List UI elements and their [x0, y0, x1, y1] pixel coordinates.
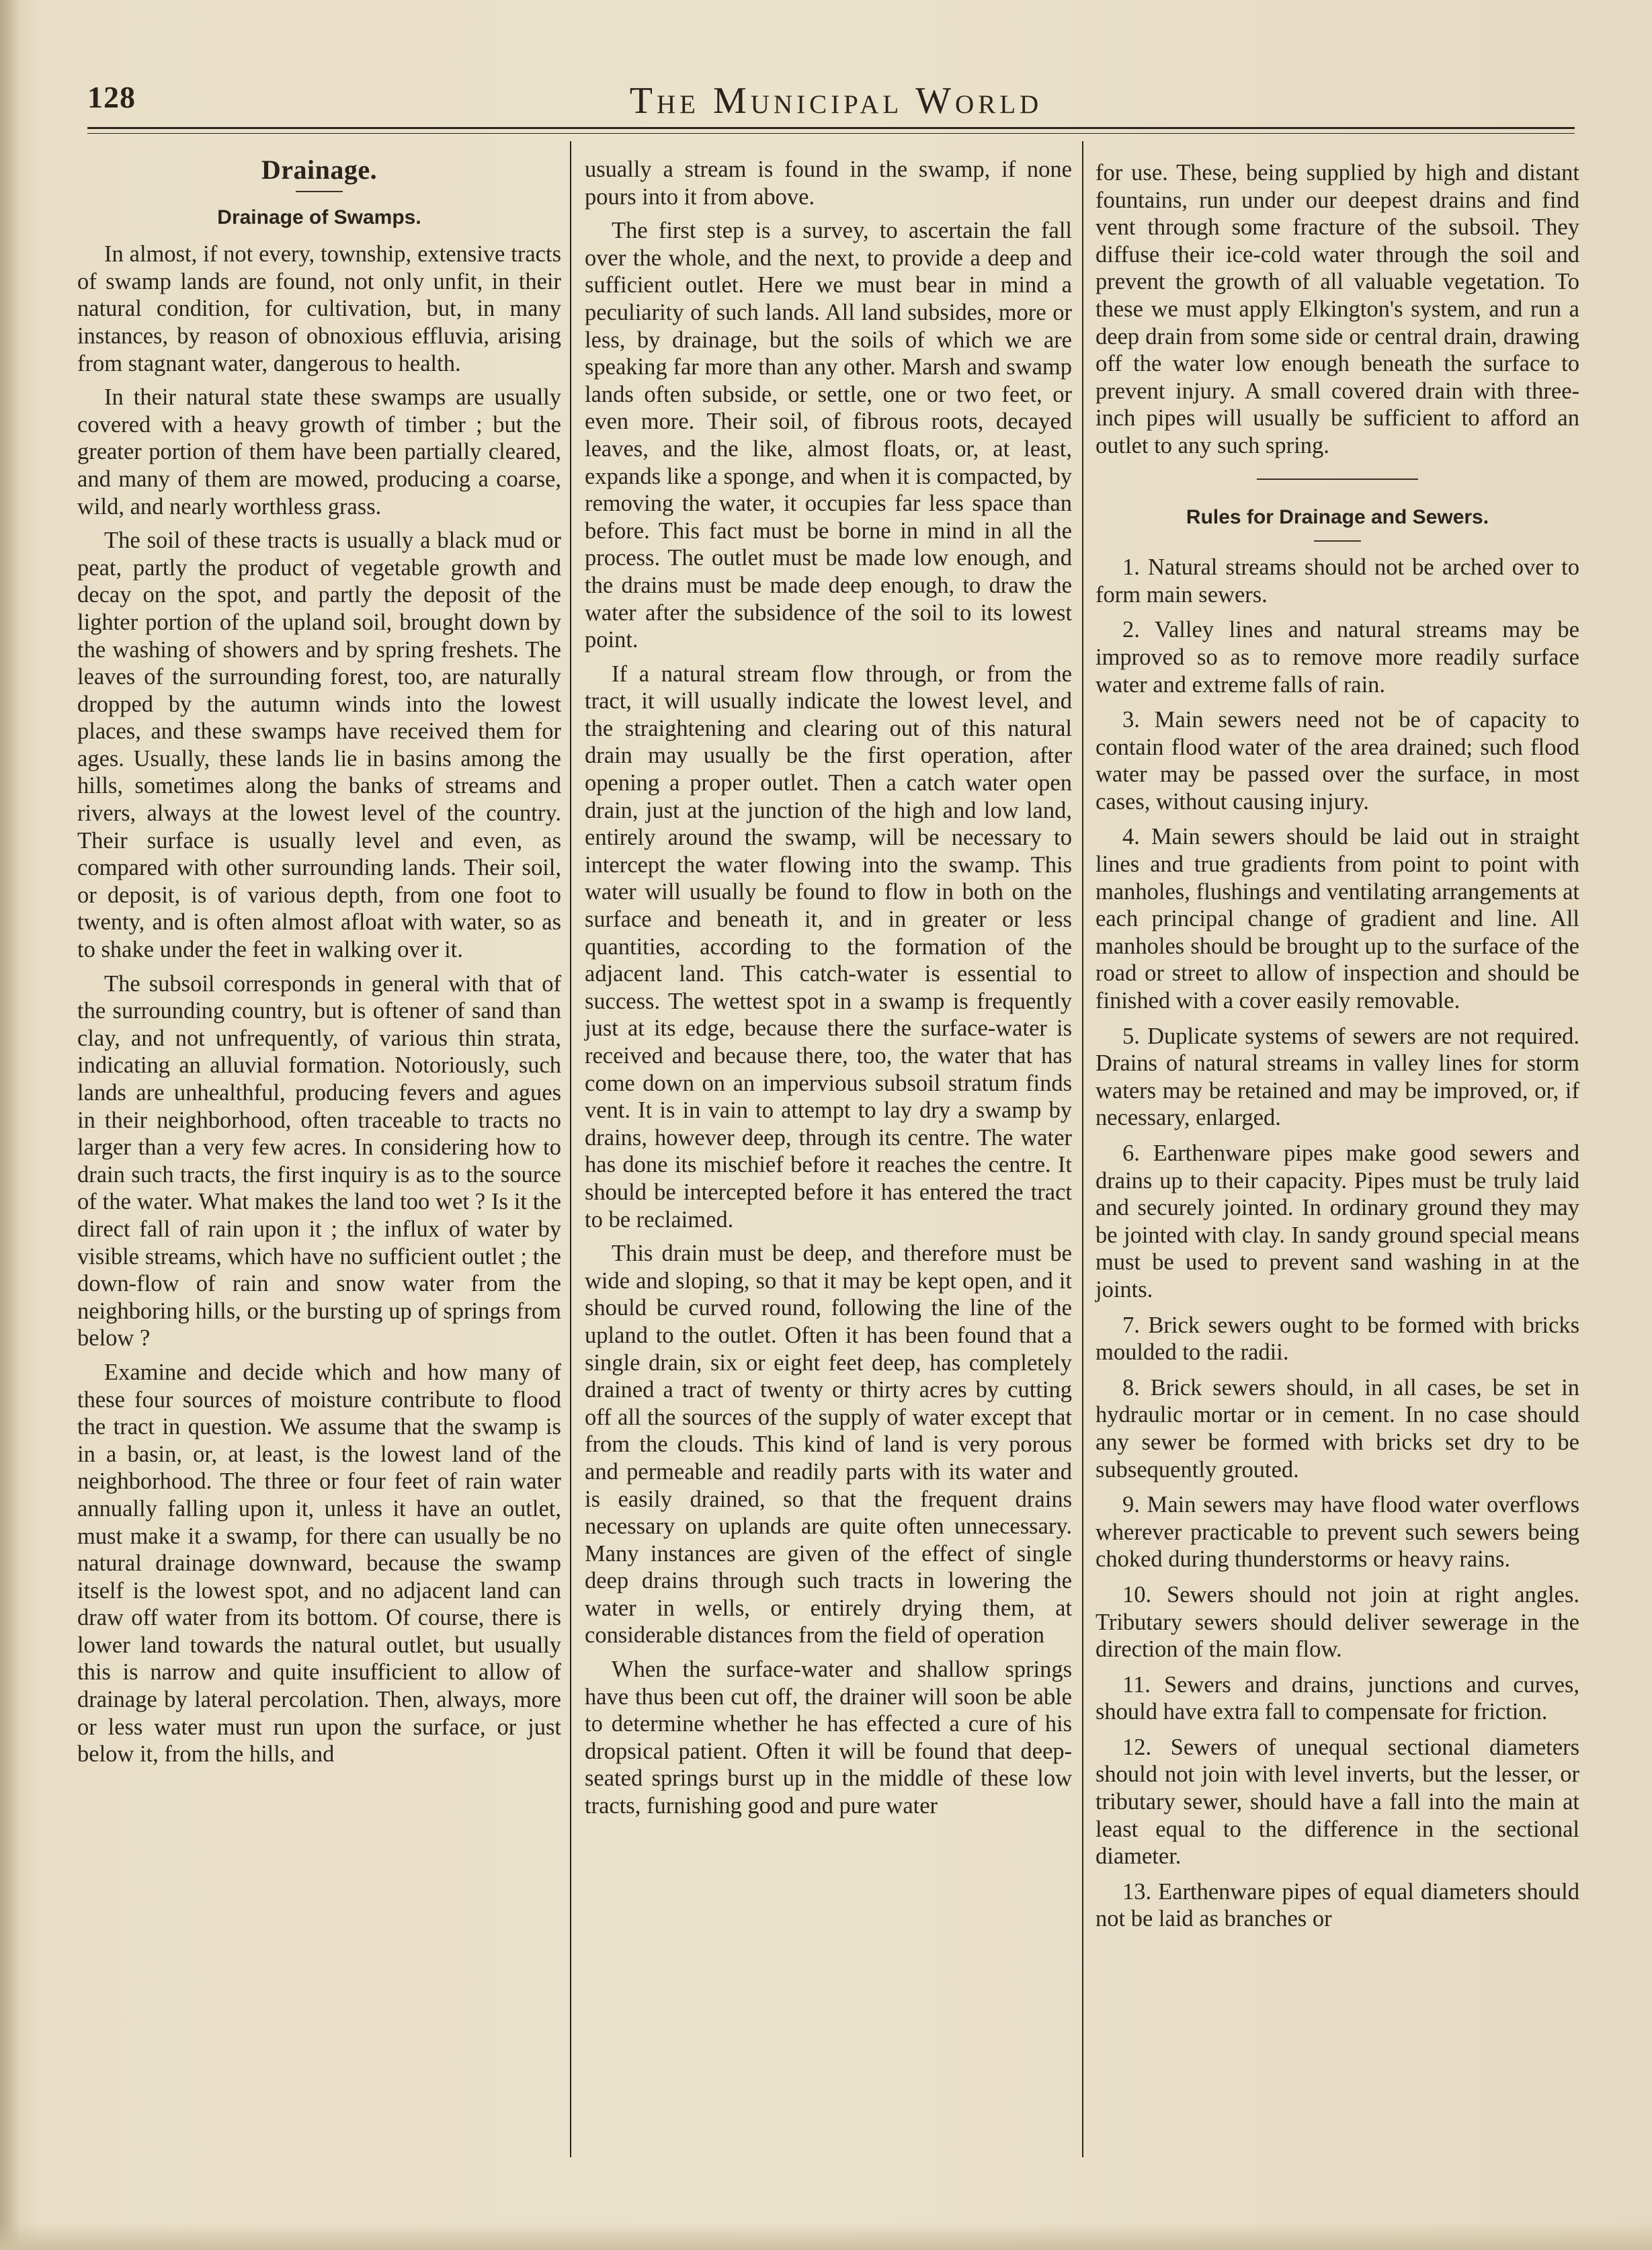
- rule-item: 3. Main sewers need not be of capacity to contain flood water of the area drained; such flood water may be passed over the surface, in most cases, without causing injury.: [1096, 707, 1579, 815]
- rules-title: Rules for Drainage and Sewers.: [1186, 505, 1489, 528]
- paragraph: usually a stream is found in the swamp, if none pours into it from above.: [585, 157, 1072, 210]
- paragraph: Examine and decide which and how many of these four sources of moisture contribute to flood the tract in question. We assume that the swamp is in a basin, or, at least, is the lowest land of the neighborhood. The three or four feet of rain water annually falling upon it, unless it have an outlet, must make it a swamp, for there can usually be no natural drainage downward, because the swamp itself is the lowest spot, and no adjacent land can draw off water from its bottom. Of course, there is lower land towards the natural outlet, but usually this is narrow and quite insufficient to allow of drainage by lateral percolation. Then, always, more or less water must run upon the surface, or just below it, from the hills, and: [77, 1359, 561, 1767]
- rule-item: 7. Brick sewers ought to be formed with bricks moulded to the radii.: [1096, 1312, 1579, 1366]
- rule-item: 6. Earthenware pipes make good sewers and drains up to their capacity. Pipes must be truly laid and securely jointed. In ordinary ground they may be jointed with clay. In sandy ground special means must be used to prevent sand washing in at the joints.: [1096, 1140, 1579, 1302]
- page-edge-shadow: [0, 2223, 1652, 2250]
- header-rule: [87, 127, 1575, 129]
- rule-item: 1. Natural streams should not be arched over to form main sewers.: [1096, 554, 1579, 608]
- page-header: [87, 67, 1585, 128]
- paragraph: The soil of these tracts is usually a black mud or peat, partly the product of vegetable growth and decay on the spot, and partly the deposit of the lighter portion of the upland soil, brought down by the washing of showers and by spring freshets. The leaves of the surrounding forest, too, are naturally dropped by the autumn winds into the lowest places, and these swamps have received them for ages. Usually, these lands lie in basins among the hills, sometimes along the banks of streams and rivers, always at the lowest level of the country. Their surface is usually level and even, as compared with other surrounding lands. Their soil, or deposit, is of various depth, from one foot to twenty, and is often almost afloat with water, so as to shake under the feet in walking over it.: [77, 528, 561, 963]
- column-divider: [570, 141, 571, 2157]
- rule-item: 4. Main sewers should be laid out in straight lines and true gradients from point to point with manholes, flushings and ventilating arrangements at each principal change of gradient and line. All manholes should be brought up to the surface of the road or street to allow of inspection and should be finished with a cover easily removable.: [1096, 824, 1579, 1014]
- header-rule-thin: [87, 133, 1575, 134]
- rule-item: 5. Duplicate systems of sewers are not required. Drains of natural streams in valley lines for storm waters may be retained and may be improved, or, if necessary, enlarged.: [1096, 1023, 1579, 1131]
- rule-item: 9. Main sewers may have flood water overflows wherever practicable to prevent such sewers being choked during thunderstorms or heavy rains.: [1096, 1492, 1579, 1573]
- paragraph: This drain must be deep, and therefore must be wide and sloping, so that it may be kept open, and it should be curved round, following the line of the upland to the outlet. Often it has been found that a single drain, six or eight feet deep, has completely drained a tract of twenty or thirty acres by cutting off all the sources of the supply of water except that from the clouds. This kind of land is very porous and permeable and readily parts with its water and is easily drained, so that the frequent drains necessary on uplands are quite often unnecessary. Many instances are given of the effect of single deep drains through such tracts in lowering the water in wells, or entirely drying them, at considerable distances from the field of operation: [585, 1241, 1072, 1649]
- paragraph: The first step is a survey, to ascertain the fall over the whole, and the next, to provide a deep and sufficient outlet. Here we must bear in mind a peculiarity of such lands. All land subsides, more or less, by drainage, but the soils of which we are speaking far more than any other. Marsh and swamp lands often subside, or settle, one or two feet, or even more. Their soil, of fibrous roots, decayed leaves, and the like, almost floats, or, at least, expands like a sponge, and when it is compacted, by removing the water, it occupies far less space than before. This fact must be borne in mind in all the process. The outlet must be made low enough, and the drains must be made deep enough, to draw the water after the subsidence of the soil to its lowest point.: [585, 218, 1072, 653]
- paragraph: When the surface-water and shallow springs have thus been cut off, the drainer will soon be able to determine whether he has effected a cure of his dropsical patient. Often it will be found that deep-seated springs burst up in the middle of these low tracts, furnishing good and pure water: [585, 1657, 1072, 1819]
- binding-shadow: [0, 0, 20, 2250]
- rule-item: 10. Sewers should not join at right angles. Tributary sewers should deliver sewerage in the direction of the main flow.: [1096, 1581, 1579, 1663]
- rule-item: 11. Sewers and drains, junctions and curves, should have extra fall to compensate for friction.: [1096, 1671, 1579, 1725]
- page-number: 128: [87, 80, 136, 114]
- section-title: Drainage.: [261, 155, 378, 185]
- title-rule: [296, 191, 343, 192]
- paragraph: In their natural state these swamps are usually covered with a heavy growth of timber ; but the greater portion of them have been partially cleared, and many of them are mowed, producing a coarse, wild, and nearly worthless grass.: [77, 384, 561, 519]
- column-middle: [585, 156, 1072, 1827]
- rule-item: 2. Valley lines and natural streams may be improved so as to remove more readily surface water and extreme falls of rain.: [1096, 617, 1579, 698]
- column-right: [1096, 159, 1579, 1941]
- title-rule: [1314, 540, 1361, 542]
- column-left: [77, 151, 561, 1775]
- rule-item: 12. Sewers of unequal sectional diameters should not join with level inverts, but the lesser, or tributary sewer, should have a fall into the main at least equal to the difference in the sectional diameter.: [1096, 1734, 1579, 1870]
- subsection-title: Drainage of Swamps.: [217, 206, 421, 228]
- paragraph: If a natural stream flow through, or from the tract, it will usually indicate the lowest level, and the straightening and clearing out of this natural drain may usually be the first operation, after opening a proper outlet. Then a catch water open drain, just at the junction of the high and low land, entirely around the swamp, will be necessary to intercept the water flowing into the swamp. This water will usually be found to flow in both on the surface and beneath it, and in greater or less quantities, according to the formation of the adjacent land. This catch-water is essential to success. The wettest spot in a swamp is frequently just at its edge, because there the surface-water is received and because there, too, the water that has come down on an impervious subsoil stratum finds vent. It is in vain to attempt to lay dry a swamp by drains, however deep, through its centre. The water has done its mischief before it reaches the centre. It should be intercepted before it has entered the tract to be reclaimed.: [585, 661, 1072, 1233]
- paragraph: The subsoil corresponds in general with that of the surrounding country, but is oftener of sand than clay, and not unfrequently, of various thin strata, indicating an alluvial formation. Notoriously, such lands are unhealthful, producing fevers and agues in their neighborhood, often traceable to tracts no larger than a very few acres. In considering how to drain such tracts, the first inquiry is as to the source of the water. What makes the land too wet ? Is it the direct fall of rain upon it ; the influx of water by visible streams, which have no sufficient outlet ; the down-flow of rain and snow water from the neighboring hills, or the bursting up of springs from below ?: [77, 970, 561, 1351]
- rule-item: 13. Earthenware pipes of equal diameters should not be laid as branches or: [1096, 1878, 1579, 1932]
- paragraph: for use. These, being supplied by high and distant fountains, run under our deepest drains and find vent through some fracture of the subsoil. They diffuse their ice-cold water through the soil and prevent the growth of all valuable vegetation. To these we must apply Elkington's system, and run a deep drain from some side or central drain, drawing off the water low enough beneath the surface to prevent injury. A small covered drain with three-inch pipes will usually be sufficient to afford an outlet to any such spring.: [1096, 160, 1579, 458]
- paragraph: In almost, if not every, township, extensive tracts of swamp lands are found, not only unfit, in their natural condition, for cultivation, but, in many instances, by reason of obnoxious effluvia, arising from stagnant water, dangerous to health.: [77, 241, 561, 376]
- rule-item: 8. Brick sewers should, in all cases, be set in hydraulic mortar or in cement. In no case should any sewer be formed with bricks set dry to be subsequently grouted.: [1096, 1374, 1579, 1483]
- section-rule: [1257, 478, 1418, 480]
- journal-title: The Municipal World: [629, 80, 1043, 122]
- column-divider: [1082, 141, 1083, 2157]
